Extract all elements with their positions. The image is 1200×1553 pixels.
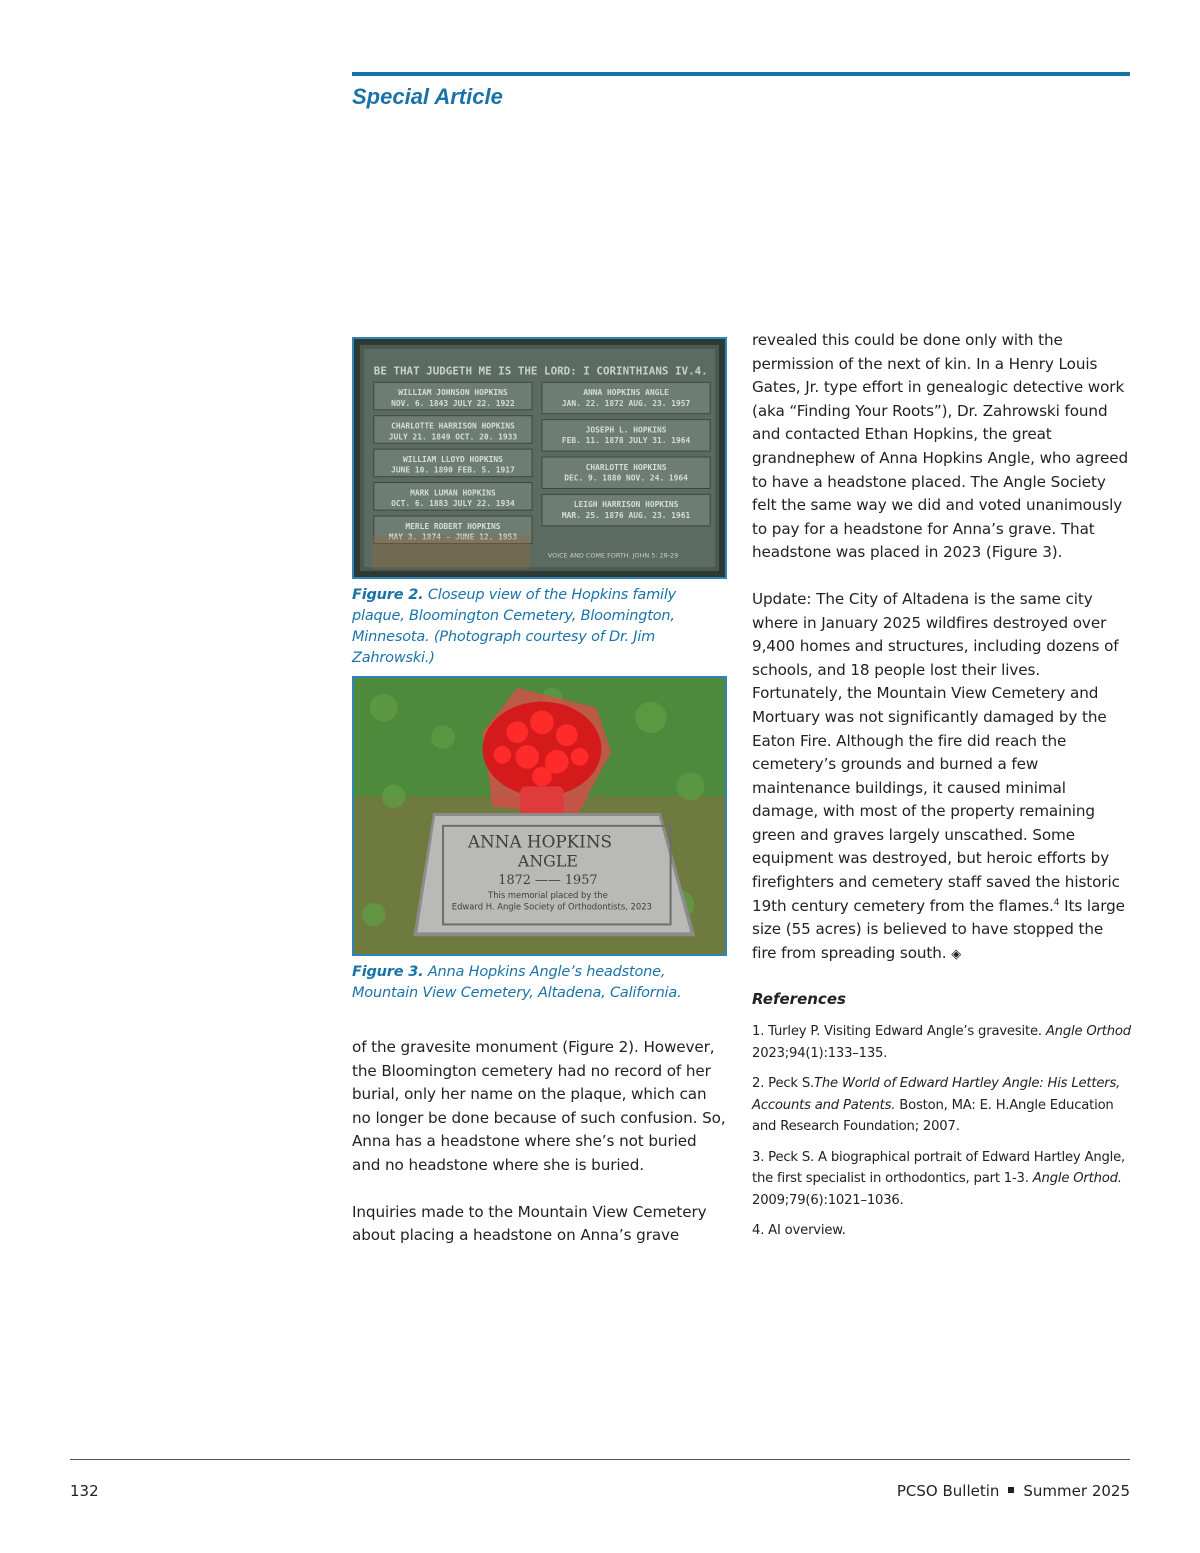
figure-3-caption-text: Anna Hopkins Angle’s headstone, Mountain View Cemetery, Altadena, California.	[352, 964, 682, 1001]
plaque-left-text: JUNE 10. 1890 FEB. 5. 1917	[391, 465, 515, 475]
plaque-footer: VOICE AND COME FORTH. JOHN 5: 28-29	[547, 551, 679, 560]
right-paragraph-1: revealed this could be done only with the permission of the next of kin. In a Henry Louis Gates, Jr. type effort in genealogic detective work (aka “Finding Your Roots”), Dr. Zahrowski found and contacted Ethan Hopkins, the great grandnephew of Anna Hopkins Angle, who agreed to have a headstone placed. The Angle Society felt the same way we did and voted unanimously to pay for a headstone for Anna’s grave. That headstone was placed in 2023 (Figure 3).	[752, 331, 1128, 562]
plaque-left-text: CHARLOTTE HARRISON HOPKINS	[391, 421, 515, 431]
figure-2-caption	[352, 585, 732, 669]
plaque-header: BE THAT JUDGETH ME IS THE LORD: I CORINTHIANS IV.4.	[373, 364, 708, 378]
footer-rule	[70, 1459, 1130, 1460]
plaque-right-text: FEB. 11. 1878 JULY 31. 1964	[561, 436, 691, 446]
plaque-right-text: DEC. 9. 1880 NOV. 24. 1964	[564, 473, 688, 483]
reference-4: 4. AI overview.	[752, 1223, 846, 1238]
plaque-left-text: MARK LUMAN HOPKINS	[410, 488, 496, 498]
publication-name: PCSO Bulletin	[896, 1482, 1000, 1500]
citation-4: 4	[1053, 897, 1060, 908]
left-paragraph-1: of the gravesite monument (Figure 2). However, the Bloomington cemetery had no record of her burial, only her name on the plaque, which can no longer be done because of such confusion. So, Anna has a headstone where she’s not buried and no headstone where she is buried.	[352, 1038, 726, 1174]
left-column-text	[352, 1036, 727, 1248]
plaque-image	[354, 339, 725, 577]
plaque-left-text: WILLIAM LLOYD HOPKINS	[402, 454, 503, 464]
stone-line-2: Edward H. Angle Society of Orthodontists, 2023	[451, 901, 652, 912]
footer-separator	[1008, 1487, 1014, 1493]
plaque-right-text: JAN. 22. 1872 AUG. 23. 1957	[561, 398, 691, 408]
right-column-text	[752, 329, 1132, 966]
stone-line-1: This memorial placed by the	[488, 889, 608, 900]
figure-3-photo	[352, 676, 727, 956]
references-heading: References	[752, 990, 846, 1008]
plaque-left-text: MERLE ROBERT HOPKINS	[405, 521, 501, 531]
header-rule	[352, 72, 1130, 76]
right-paragraph-2	[752, 588, 1132, 967]
stone-name-1: ANNA HOPKINS	[467, 831, 613, 852]
plaque-right-text: ANNA HOPKINS ANGLE	[583, 388, 669, 398]
plaque-right-text: JOSEPH L. HOPKINS	[585, 425, 667, 435]
page-number: 132	[70, 1482, 99, 1500]
right-paragraph-2-end: Its large size (55 acres) is believed to have stopped the fire from spreading south.	[752, 896, 1125, 962]
plaque-left-text: NOV. 6. 1843 JULY 22. 1922	[391, 398, 515, 408]
plaque-right-text: LEIGH HARRISON HOPKINS	[573, 500, 679, 510]
figure-3-caption	[352, 962, 732, 1004]
left-paragraph-2: Inquiries made to the Mountain View Cemetery about placing a headstone on Anna’s grave	[352, 1202, 707, 1245]
figure-3-label: Figure 3.	[352, 964, 424, 980]
plaque-left-column	[374, 382, 532, 543]
section-label: Special Article	[352, 84, 503, 109]
reference-3: 3. Peck S. A biographical portrait of Edward Hartley Angle, the first specialist in orthodontics, part 1-3. Angle Orthod. 2009;79(6):1021–1036.	[752, 1149, 1126, 1208]
issue-label: Summer 2025	[1023, 1482, 1130, 1500]
plaque-right-text: MAR. 25. 1876 AUG. 23. 1961	[561, 511, 691, 520]
plaque-left-text: OCT. 6. 1883 JULY 22. 1934	[391, 499, 515, 509]
headstone	[413, 813, 695, 936]
plaque-left-text: JULY 21. 1849 OCT. 20. 1933	[388, 432, 518, 442]
figure-2-caption-text: Closeup view of the Hopkins family plaque, Bloomington Cemetery, Bloomington, Minnesota. (Photograph courtesy of Dr. Jim Zahrowski.)	[352, 587, 677, 666]
footer-publication	[897, 1482, 1130, 1500]
end-of-article-icon: ◈	[951, 946, 962, 962]
stone-years: 1872 —— 1957	[498, 873, 598, 889]
plaque-left-text: MAY 3. 1874 - JUNE 12. 1953	[388, 532, 518, 542]
plaque-right-text: CHARLOTTE HOPKINS	[585, 462, 667, 472]
stone-name-2: ANGLE	[517, 851, 578, 871]
headstone-image	[354, 678, 725, 954]
references-list	[752, 1021, 1134, 1251]
reference-2: 2. Peck S.The World of Edward Hartley Angle: His Letters, Accounts and Patents. Boston, MA: E. H.Angle Education and Research Foundation; 2007.	[752, 1076, 1121, 1134]
right-paragraph-2-start: Update: The City of Altadena is the same city where in January 2025 wildfires destroyed over 9,400 homes and structures, including dozens of schools, and 18 people lost their lives. Fortunately, the Mountain View Cemetery and Mortuary was not significantly damaged by the Eaton Fire. Although the fire did reach the cemetery’s grounds and burned a few maintenance buildings, it caused minimal damage, with most of the property remaining green and graves largely unscathed. Some equipment was destroyed, but heroic efforts by firefighters and cemetery staff saved the historic 19th century cemetery from the flames.	[752, 589, 1120, 915]
figure-2-photo	[352, 337, 727, 579]
figure-2-label: Figure 2.	[352, 587, 424, 603]
plaque-left-text: WILLIAM JOHNSON HOPKINS	[398, 388, 508, 398]
reference-1: 1. Turley P. Visiting Edward Angle’s gravesite. Angle Orthod 2023;94(1):133–135.	[752, 1024, 1131, 1061]
